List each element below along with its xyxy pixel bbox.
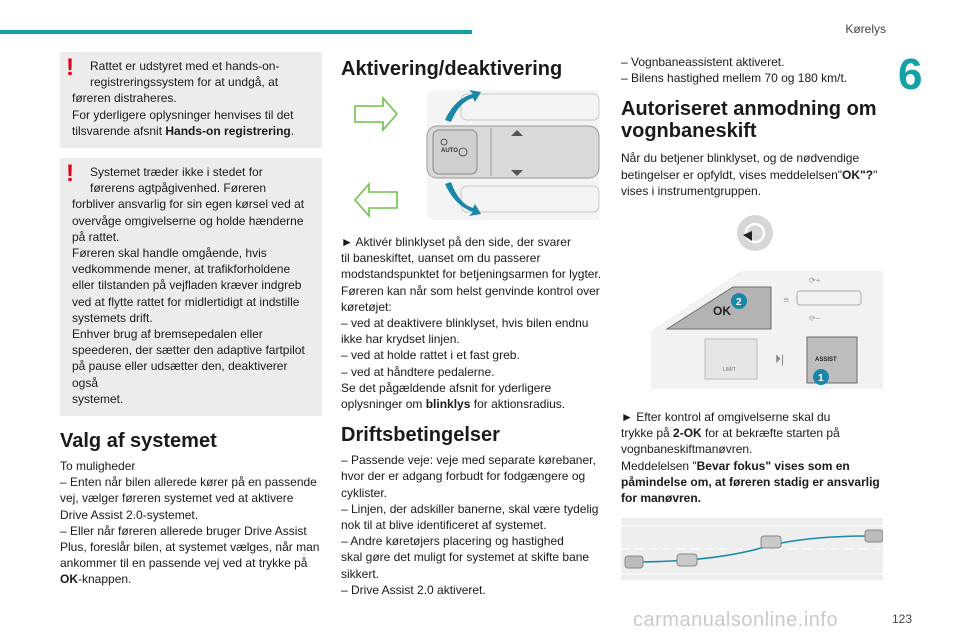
svg-text:ASSIST: ASSIST [815, 357, 837, 364]
warning-icon: ! [66, 160, 74, 188]
heading-autoriseret: Autoriseret anmodning om vognbaneskift [621, 98, 877, 143]
svg-text:LIMIT: LIMIT [723, 367, 736, 374]
heading-valg: Valg af systemet [60, 430, 217, 453]
right-column: – Vognbaneassistent aktiveret. – Bilens hastighed mellem 70 og 180 km/t. Autoriseret anmodning om vognbaneskift Når du betjener blinklyset, og de nødvendige betingelser er opfyldt, vises meddelelsen"OK"?" vises i instrumentgruppen. OK 2 ⟳+ ⟳− ≘ LIMIT ⏵| ASSIST 1 ► Efter kontrol af omgivelserne skal du trykke på 2-OK for at bekræfte starten på vognbaneskiftmanøvren. Meddelelsen "Bevar fokus" vises som en påmindelse om, at føreren stadig er ansvarlig for manøvren. [621, 54, 883, 580]
car-icon [761, 536, 781, 548]
speed-minus-icon: ⟳− [809, 314, 821, 324]
car-icon [677, 554, 697, 566]
speed-plus-icon: ⟳+ [809, 276, 821, 286]
steering-wheel-buttons-illustration [621, 211, 883, 401]
lane-change-figure [621, 518, 883, 580]
stalk-figure [341, 86, 603, 224]
link-hands-on: Hands-on registrering [165, 123, 291, 138]
car-icon [625, 556, 643, 568]
car-icon [865, 530, 883, 542]
limit-button [705, 339, 757, 379]
watermark: carmanualsonline.info [633, 609, 839, 631]
warning-icon: ! [66, 54, 74, 81]
page-number: 123 [891, 612, 912, 626]
auto-label: AUTO [441, 148, 458, 154]
header-accent-bar [0, 30, 472, 34]
lighting-stalk-illustration [341, 86, 603, 224]
arrow-left-icon [355, 184, 397, 216]
mode-icon: ≘ [783, 296, 790, 306]
warning-note-responsibility: ! Systemet træder ikke i stedet for førerens agtpågivenhed. Føreren forbliver ansvarlig for sin egen kørsel ved at overvåge omgivelserne og holde hænderne på rattet. Føreren skal handle omgående, hvis vedkommende mener, at trafikforholdene eller tilstanden på vejfladen kræver indgreb ved at flytte rattet for midlertidigt at indstille systemets drift. Enhver brug af bremsepedalen eller speederen, der sætter den adaptive fartpilot på pause eller udsætter den, deaktiverer også systemet. [60, 158, 322, 416]
warning-note-hands-on: ! Rattet er udstyret med et hands-on- registreringssystem for at undgå, at føreren distraheres. For yderligere oplysninger henvises til det tilsvarende afsnit Hands-on registrering. [60, 52, 322, 148]
buttons-figure [621, 211, 883, 401]
left-column: ! Rattet er udstyret med et hands-on- registreringssystem for at undgå, at føreren distraheres. For yderligere oplysninger henvises til det tilsvarende afsnit Hands-on registrering. ! Systemet træder ikke i stedet for førerens agtpågivenhed. Føreren forbliver ansvarlig for sin egen kørsel ved at overvåge omgivelserne og holde hænderne på rattet. Føreren skal handle omgående, hvis vedkommende mener, at trafikforholdene eller tilstanden på vejfladen kræver indgreb ved at flytte rattet for midlertidigt at indstille systemets drift. Enhver brug af bremsepedalen eller speederen, der sætter den adaptive fartpilot på pause eller udsætter den, deaktiverer også systemet. Valg af systemet To muligheder – Enten når bilen allerede kører på en passende vej, vælger føreren systemet ved at aktivere Drive Assist 2.0-systemet. – Eller når føreren allerede bruger Drive Assist Plus, foreslår bilen, at systemet vælges, når man ankommer til en passende vej ved at trykke på OK-knappen. [60, 52, 322, 588]
lane-change-illustration [621, 518, 883, 580]
heading-driftsbetingelser: Driftsbetingelser [341, 424, 500, 447]
skip-icon: ⏵| [775, 352, 785, 367]
section-title: Kørelys [845, 22, 886, 36]
arrow-right-icon [355, 98, 397, 130]
chapter-number: 6 [898, 50, 923, 99]
middle-column: Aktivering/deaktivering AUTO ► Aktivér blinklyset på den side, der svarer til baneskiftet, uanset om du passerer modstandspunktet for betjeningsarmen for lygter. Føreren kan når som helst genvinde kontrol over køretøjet: – ved at deaktivere blinklyset, hvis bilen endnu ikke har krydset linjen. – ved at holde rattet i et fast greb. – ved at håndtere pedalerne. Se det pågældende afsnit for yderligere oplysninger om blinklys for aktionsradius. Driftsbetingelser – Passende veje: veje med separate kørebaner, hvor der er adgang forbudt for fodgængere og cyklister. – Linjen, der adskiller banerne, skal være tydelig nok til at blive identificeret af systemet. – Andre køretøjers placering og hastighed skal gøre det muligt for systemet at skifte bane sikkert. – Drive Assist 2.0 aktiveret. [341, 58, 602, 597]
heading-aktivering: Aktivering/deaktivering [341, 58, 563, 80]
svg-text:1: 1 [818, 373, 824, 385]
svg-text:OK: OK [713, 304, 731, 319]
steering-wheel-badge [737, 215, 773, 251]
svg-text:2: 2 [736, 297, 742, 309]
